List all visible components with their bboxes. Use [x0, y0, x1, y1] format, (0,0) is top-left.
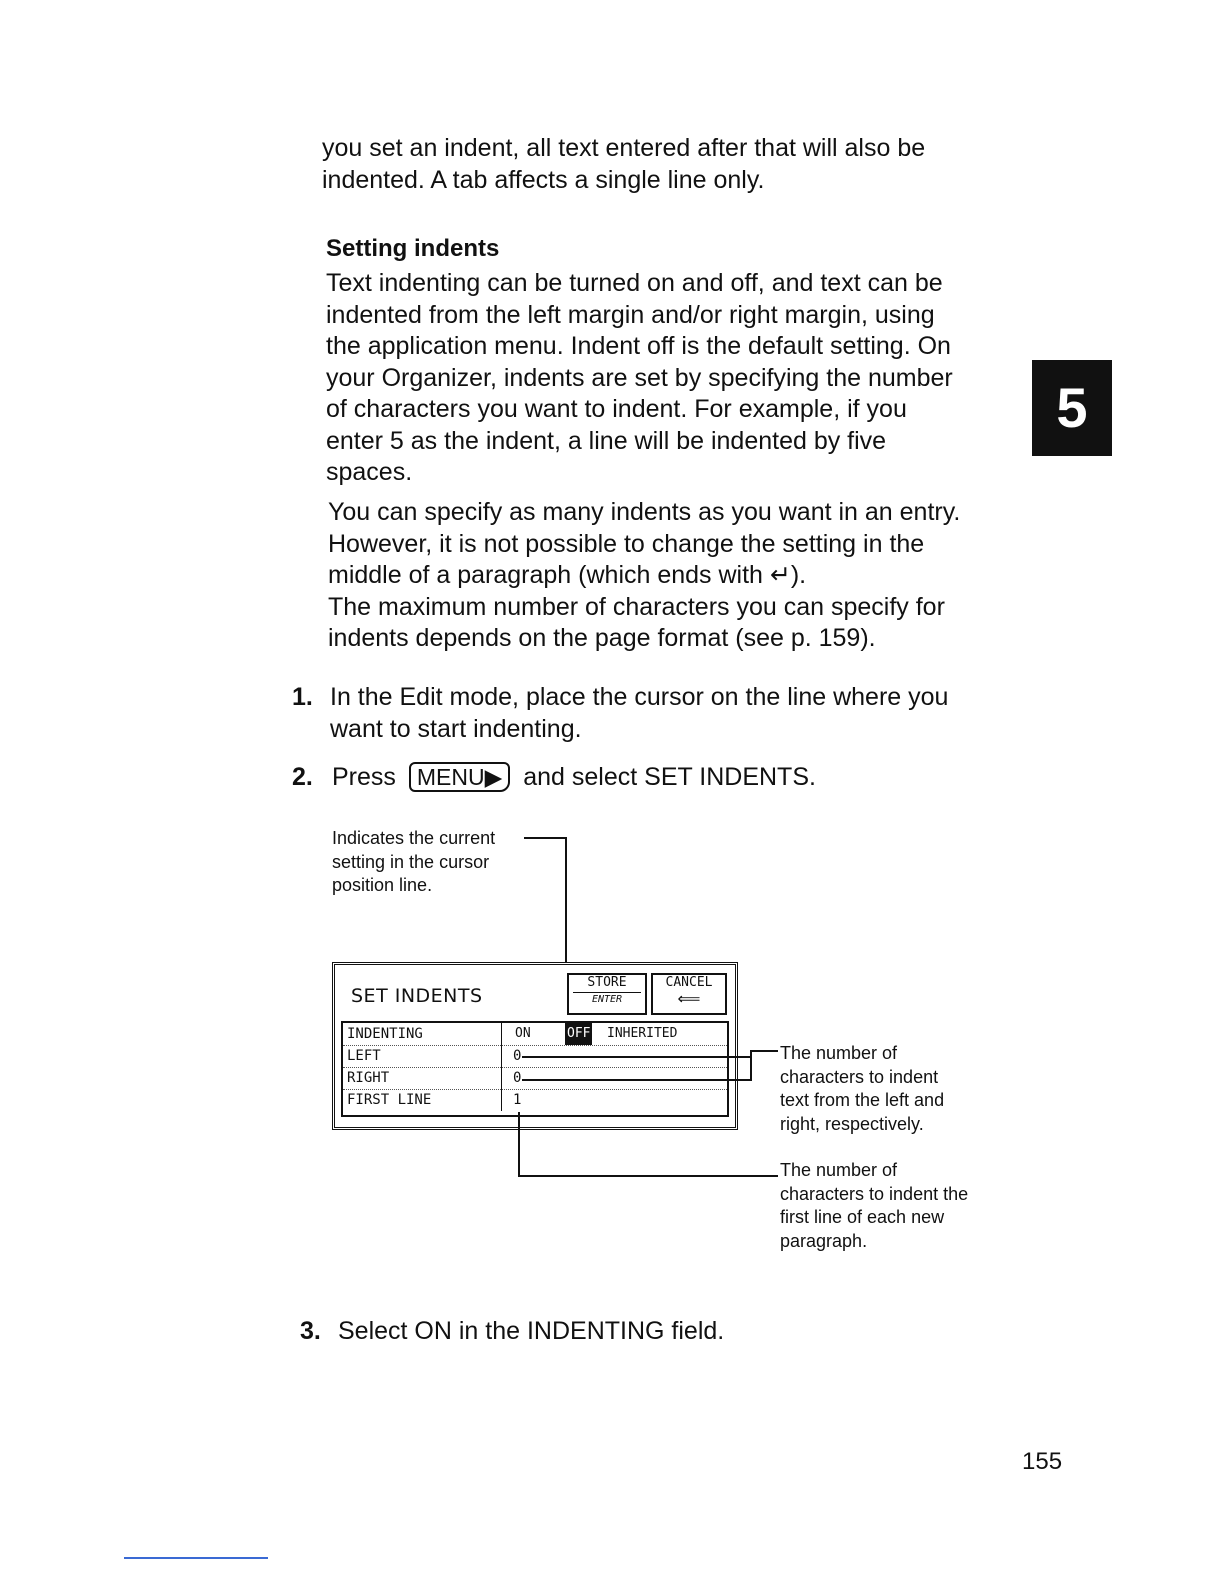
paragraph-line: your Organizer, indents are set by specifying the number [326, 363, 953, 392]
leader-line [518, 1112, 520, 1177]
step-2 [292, 762, 1012, 794]
step-number: 3. [300, 1317, 321, 1345]
bottom-rule [124, 1557, 268, 1559]
column-separator [501, 1067, 502, 1089]
return-arrow-icon: ⟸ [677, 989, 701, 1008]
leader-line [750, 1050, 752, 1081]
cancel-button[interactable] [651, 973, 727, 1015]
leader-line [522, 1079, 752, 1081]
page-number: 155 [1022, 1448, 1063, 1475]
paragraph-line: indents depends on the page format (see p. 159). [328, 624, 876, 652]
paragraph-line: Text indenting can be turned on and off, and text can be [326, 269, 943, 297]
step-number: 2. [292, 763, 313, 791]
screen-title: SET INDENTS [351, 985, 483, 1007]
callout-line: The number of [780, 1160, 898, 1180]
paragraph-indents-overview [326, 268, 953, 489]
enter-sublabel: ENTER [573, 992, 641, 1007]
callout-line: right, respectively. [780, 1113, 924, 1134]
intro-line-2: indented. A tab affects a single line only. [322, 165, 765, 194]
option-off[interactable]: OFF [565, 1023, 592, 1045]
menu-key: MENU▶ [409, 762, 510, 792]
column-separator [501, 1089, 502, 1111]
step-text: Press [332, 763, 396, 791]
step-number: 1. [292, 683, 313, 711]
paragraph-line: The maximum number of characters you can specify for [328, 592, 945, 621]
leader-line [750, 1050, 778, 1052]
cancel-label: CANCEL [665, 975, 713, 990]
paragraph-line: However, it is not possible to change the setting in the [328, 529, 925, 558]
callout-line: The number of [780, 1043, 898, 1063]
column-separator [501, 1045, 502, 1067]
paragraph-line: enter 5 as the indent, a line will be indented by five [326, 426, 887, 455]
row-label: INDENTING [347, 1026, 423, 1042]
store-label: STORE [587, 975, 627, 990]
paragraph-line: You can specify as many indents as you want in an entry. [328, 498, 961, 526]
intro-paragraph [322, 133, 925, 196]
intro-line-1: you set an indent, all text entered after that will also be [322, 134, 926, 162]
row-value: 0 [513, 1070, 522, 1086]
indent-settings-grid [341, 1021, 729, 1117]
paragraph-line: middle of a paragraph (which ends with ↵). [328, 561, 807, 589]
step-line: In the Edit mode, place the cursor on the line where you [330, 683, 949, 711]
callout-line: position line. [332, 875, 433, 895]
row-label: FIRST LINE [347, 1092, 432, 1108]
callout-line: characters to indent the [780, 1183, 969, 1204]
callout-line: Indicates the current [332, 828, 496, 848]
store-button[interactable] [567, 973, 647, 1015]
paragraph-line: spaces. [326, 458, 413, 486]
paragraph-line: indented from the left margin and/or right margin, using [326, 300, 935, 329]
section-heading: Setting indents [326, 235, 500, 262]
callout-current-setting [332, 827, 495, 898]
callout-first-line [780, 1159, 968, 1253]
callout-line: paragraph. [780, 1230, 868, 1251]
callout-line: setting in the cursor [332, 851, 490, 872]
row-value: 1 [513, 1092, 522, 1108]
row-label: LEFT [347, 1048, 381, 1064]
column-separator [501, 1023, 502, 1045]
callout-line: characters to indent [780, 1066, 939, 1087]
step-text: and select SET INDENTS. [523, 763, 816, 791]
set-indents-screen [332, 962, 738, 1130]
step-line: want to start indenting. [330, 714, 582, 743]
option-inherited[interactable]: INHERITED [607, 1026, 678, 1041]
paragraph-line: the application menu. Indent off is the default setting. On [326, 332, 951, 360]
leader-line [522, 1056, 752, 1058]
row-label: RIGHT [347, 1070, 390, 1086]
paragraph-indents-limits [328, 497, 960, 655]
option-on[interactable]: ON [515, 1026, 531, 1041]
callout-line: text from the left and [780, 1090, 945, 1110]
step-text: Select ON in the INDENTING field. [338, 1317, 725, 1345]
leader-line [524, 837, 566, 839]
chapter-tab: 5 [1032, 360, 1112, 456]
row-value: 0 [513, 1048, 522, 1064]
step-1 [292, 682, 1012, 745]
callout-line: first line of each new [780, 1207, 945, 1227]
step-3 [300, 1316, 1020, 1348]
callout-left-right [780, 1042, 944, 1136]
table-row-indenting[interactable] [343, 1023, 727, 1046]
leader-line [518, 1175, 778, 1177]
table-row-first-line[interactable] [343, 1089, 727, 1111]
paragraph-line: of characters you want to indent. For example, if you [326, 395, 907, 423]
